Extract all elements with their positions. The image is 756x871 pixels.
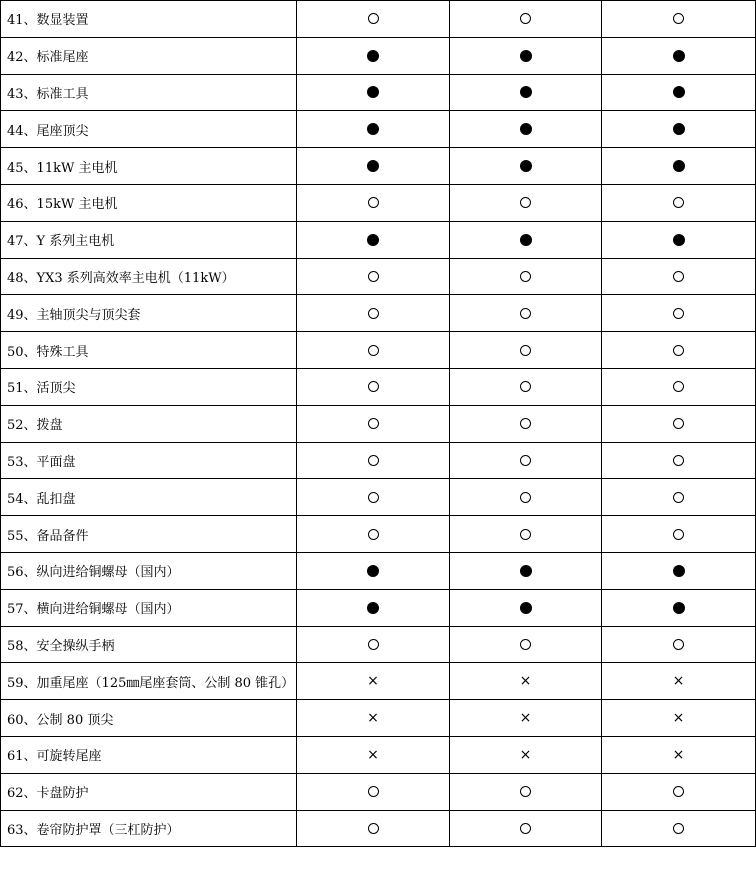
availability-cell xyxy=(297,221,450,258)
item-label: 59、加重尾座（125㎜尾座套筒、公制 80 锥孔） xyxy=(1,663,297,700)
table-row xyxy=(1,736,756,773)
availability-cell xyxy=(450,442,602,479)
standard-dot-icon xyxy=(520,123,532,135)
not-available-cross-icon: × xyxy=(367,673,379,690)
item-label: 57、横向进给铜螺母（国内） xyxy=(1,589,297,626)
table-row xyxy=(1,295,756,332)
optional-circle-icon xyxy=(673,492,684,503)
availability-cell xyxy=(602,332,756,369)
availability-cell xyxy=(450,626,602,663)
standard-dot-icon xyxy=(367,86,379,98)
availability-cell xyxy=(297,810,450,847)
item-label: 41、数显装置 xyxy=(1,1,297,38)
availability-cell xyxy=(602,37,756,74)
optional-circle-icon xyxy=(368,418,379,429)
availability-cell xyxy=(602,368,756,405)
availability-cell xyxy=(297,589,450,626)
item-label: 54、乱扣盘 xyxy=(1,479,297,516)
not-available-cross-icon: × xyxy=(519,746,532,763)
availability-cell xyxy=(602,626,756,663)
item-label: 55、备品备件 xyxy=(1,516,297,553)
item-label: 48、YX3 系列高效率主电机（11kW） xyxy=(1,258,297,295)
optional-circle-icon xyxy=(368,786,379,797)
standard-dot-icon xyxy=(673,602,685,614)
standard-dot-icon xyxy=(520,234,532,246)
optional-circle-icon xyxy=(368,345,379,356)
availability-cell xyxy=(450,700,602,737)
item-label: 46、15kW 主电机 xyxy=(1,184,297,221)
availability-cell xyxy=(450,810,602,847)
table-row xyxy=(1,221,756,258)
availability-cell xyxy=(450,736,602,773)
availability-cell xyxy=(297,516,450,553)
standard-dot-icon xyxy=(673,50,685,62)
optional-circle-icon xyxy=(520,308,531,319)
availability-cell xyxy=(450,148,602,185)
standard-dot-icon xyxy=(367,160,379,172)
item-label: 56、纵向进给铜螺母（国内） xyxy=(1,552,297,589)
availability-cell xyxy=(602,663,756,700)
standard-dot-icon xyxy=(673,565,685,577)
availability-cell xyxy=(602,810,756,847)
spec-table-body xyxy=(1,1,756,847)
table-row xyxy=(1,1,756,38)
availability-cell xyxy=(602,405,756,442)
availability-cell xyxy=(297,626,450,663)
optional-circle-icon xyxy=(368,492,379,503)
optional-circle-icon xyxy=(368,639,379,650)
availability-cell xyxy=(602,221,756,258)
optional-circle-icon xyxy=(520,492,531,503)
not-available-cross-icon: × xyxy=(672,746,685,763)
availability-cell xyxy=(297,552,450,589)
item-label: 44、尾座顶尖 xyxy=(1,111,297,148)
optional-circle-icon xyxy=(673,271,684,282)
optional-circle-icon xyxy=(673,13,684,24)
availability-cell xyxy=(297,700,450,737)
availability-cell xyxy=(450,1,602,38)
standard-dot-icon xyxy=(367,602,379,614)
availability-cell xyxy=(450,332,602,369)
item-label: 53、平面盘 xyxy=(1,442,297,479)
table-row xyxy=(1,148,756,185)
optional-circle-icon xyxy=(520,455,531,466)
standard-dot-icon xyxy=(673,160,685,172)
item-label: 60、公制 80 顶尖 xyxy=(1,700,297,737)
standard-dot-icon xyxy=(520,86,532,98)
optional-circle-icon xyxy=(673,418,684,429)
table-row xyxy=(1,37,756,74)
availability-cell xyxy=(450,111,602,148)
optional-circle-icon xyxy=(520,786,531,797)
availability-cell xyxy=(297,1,450,38)
standard-dot-icon xyxy=(520,565,532,577)
optional-circle-icon xyxy=(673,529,684,540)
availability-cell xyxy=(450,74,602,111)
availability-cell xyxy=(297,258,450,295)
availability-cell xyxy=(297,184,450,221)
availability-cell xyxy=(450,295,602,332)
not-available-cross-icon: × xyxy=(672,673,685,690)
availability-cell xyxy=(602,516,756,553)
availability-cell xyxy=(297,405,450,442)
availability-cell xyxy=(450,589,602,626)
item-label: 51、活顶尖 xyxy=(1,368,297,405)
optional-circle-icon xyxy=(368,308,379,319)
optional-circle-icon xyxy=(520,418,531,429)
optional-circle-icon xyxy=(368,823,379,834)
standard-dot-icon xyxy=(367,234,379,246)
optional-circle-icon xyxy=(520,197,531,208)
table-row xyxy=(1,552,756,589)
not-available-cross-icon: × xyxy=(519,673,532,690)
table-row xyxy=(1,479,756,516)
availability-cell xyxy=(297,736,450,773)
table-row xyxy=(1,589,756,626)
not-available-cross-icon: × xyxy=(367,710,379,727)
not-available-cross-icon: × xyxy=(519,710,532,727)
availability-cell xyxy=(297,663,450,700)
availability-cell xyxy=(602,479,756,516)
availability-cell xyxy=(450,516,602,553)
item-label: 62、卡盘防护 xyxy=(1,773,297,810)
standard-dot-icon xyxy=(520,50,532,62)
standard-dot-icon xyxy=(520,160,532,172)
optional-circle-icon xyxy=(368,381,379,392)
standard-dot-icon xyxy=(367,50,379,62)
optional-circle-icon xyxy=(520,823,531,834)
standard-dot-icon xyxy=(673,234,685,246)
availability-cell xyxy=(602,589,756,626)
standard-dot-icon xyxy=(367,565,379,577)
availability-cell xyxy=(297,368,450,405)
item-label: 63、卷帘防护罩（三杠防护） xyxy=(1,810,297,847)
availability-cell xyxy=(297,111,450,148)
optional-circle-icon xyxy=(673,823,684,834)
availability-cell xyxy=(297,37,450,74)
availability-cell xyxy=(450,37,602,74)
table-row xyxy=(1,111,756,148)
availability-cell xyxy=(297,773,450,810)
table-row xyxy=(1,405,756,442)
availability-cell xyxy=(450,368,602,405)
availability-cell xyxy=(602,295,756,332)
item-label: 42、标准尾座 xyxy=(1,37,297,74)
availability-cell xyxy=(450,663,602,700)
item-label: 47、Y 系列主电机 xyxy=(1,221,297,258)
item-label: 50、特殊工具 xyxy=(1,332,297,369)
availability-cell xyxy=(297,332,450,369)
availability-cell xyxy=(450,405,602,442)
optional-circle-icon xyxy=(520,529,531,540)
optional-circle-icon xyxy=(673,308,684,319)
availability-cell xyxy=(602,442,756,479)
table-row xyxy=(1,184,756,221)
availability-cell xyxy=(602,148,756,185)
availability-cell xyxy=(602,1,756,38)
item-label: 43、标准工具 xyxy=(1,74,297,111)
item-label: 52、拨盘 xyxy=(1,405,297,442)
availability-cell xyxy=(297,442,450,479)
availability-cell xyxy=(450,773,602,810)
standard-dot-icon xyxy=(367,123,379,135)
not-available-cross-icon: × xyxy=(672,710,685,727)
table-row xyxy=(1,74,756,111)
availability-cell xyxy=(297,479,450,516)
optional-circle-icon xyxy=(673,345,684,356)
availability-cell xyxy=(602,258,756,295)
table-row xyxy=(1,368,756,405)
optional-circle-icon xyxy=(368,13,379,24)
availability-cell xyxy=(602,736,756,773)
optional-circle-icon xyxy=(673,455,684,466)
optional-circle-icon xyxy=(368,197,379,208)
availability-cell xyxy=(297,148,450,185)
table-row xyxy=(1,332,756,369)
table-row xyxy=(1,516,756,553)
optional-circle-icon xyxy=(368,271,379,282)
item-label: 58、安全操纵手柄 xyxy=(1,626,297,663)
standard-dot-icon xyxy=(520,602,532,614)
optional-circle-icon xyxy=(673,381,684,392)
optional-circle-icon xyxy=(673,197,684,208)
availability-cell xyxy=(450,258,602,295)
availability-cell xyxy=(450,184,602,221)
table-row xyxy=(1,773,756,810)
optional-circle-icon xyxy=(673,639,684,650)
optional-circle-icon xyxy=(368,529,379,540)
availability-cell xyxy=(602,773,756,810)
standard-dot-icon xyxy=(673,86,685,98)
availability-cell xyxy=(450,552,602,589)
table-row xyxy=(1,700,756,737)
availability-cell xyxy=(297,74,450,111)
table-row xyxy=(1,663,756,700)
availability-cell xyxy=(602,74,756,111)
availability-cell xyxy=(450,221,602,258)
availability-cell xyxy=(602,700,756,737)
optional-circle-icon xyxy=(368,455,379,466)
not-available-cross-icon: × xyxy=(367,746,379,763)
table-row xyxy=(1,626,756,663)
item-label: 49、主轴顶尖与顶尖套 xyxy=(1,295,297,332)
optional-circle-icon xyxy=(520,345,531,356)
optional-circle-icon xyxy=(673,786,684,797)
optional-circle-icon xyxy=(520,13,531,24)
table-row xyxy=(1,810,756,847)
standard-dot-icon xyxy=(673,123,685,135)
availability-cell xyxy=(450,479,602,516)
item-label: 61、可旋转尾座 xyxy=(1,736,297,773)
table-row xyxy=(1,258,756,295)
availability-cell xyxy=(602,184,756,221)
optional-circle-icon xyxy=(520,271,531,282)
optional-circle-icon xyxy=(520,381,531,392)
availability-cell xyxy=(297,295,450,332)
availability-cell xyxy=(602,111,756,148)
optional-circle-icon xyxy=(520,639,531,650)
availability-cell xyxy=(602,552,756,589)
table-row xyxy=(1,442,756,479)
item-label: 45、11kW 主电机 xyxy=(1,148,297,185)
